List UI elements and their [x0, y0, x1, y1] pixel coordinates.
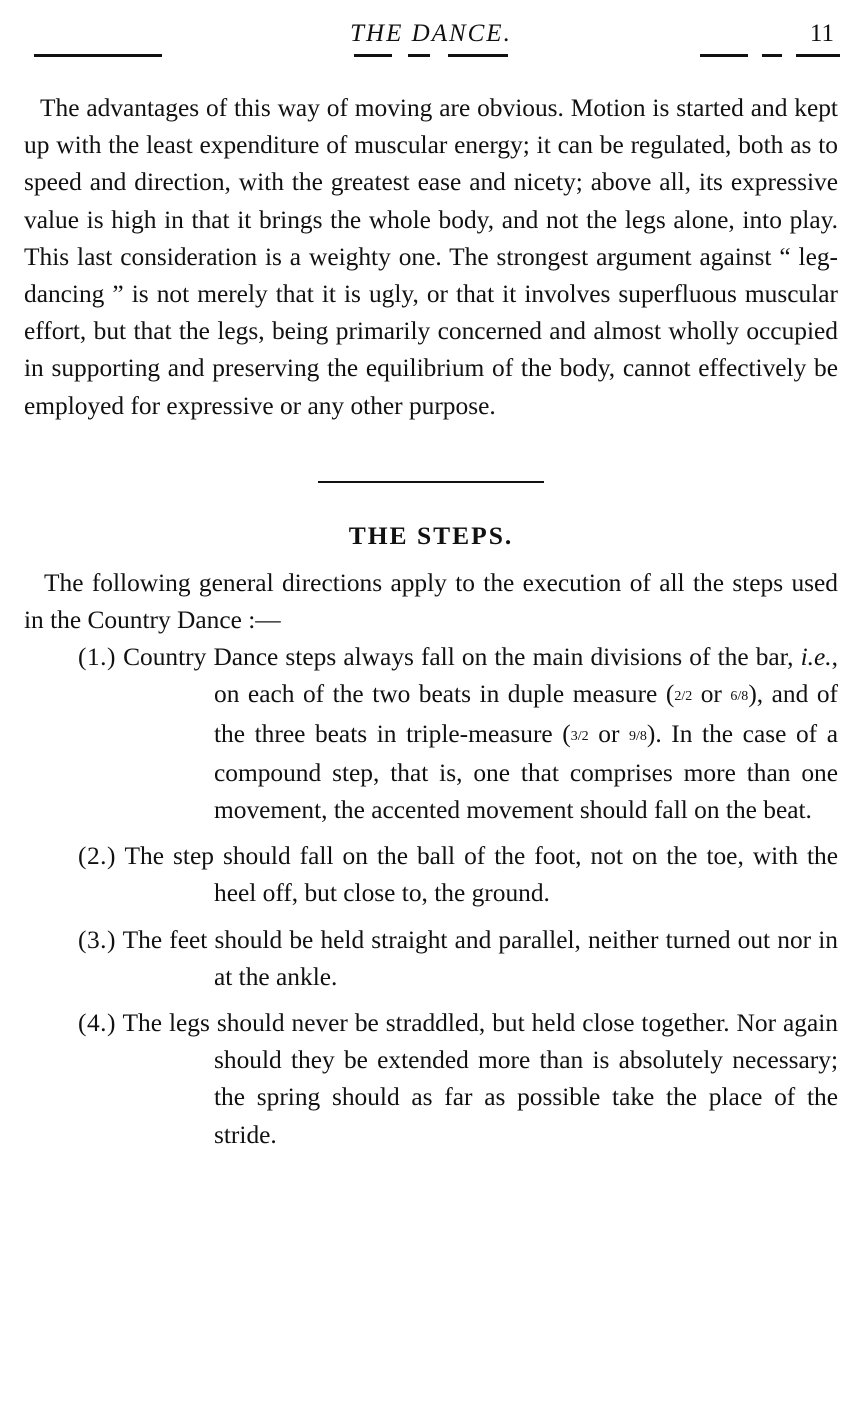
section-divider [318, 481, 544, 483]
direction-lead [78, 643, 206, 671]
direction-item-3 [24, 922, 838, 996]
direction-number: (1.) [78, 643, 116, 672]
direction-lead [78, 926, 162, 954]
direction-lead-word: The [122, 1009, 162, 1038]
direction-item-4 [24, 1005, 838, 1154]
time-signature: 2/2 [674, 689, 693, 705]
time-signature: 6/8 [730, 689, 749, 705]
direction-text: , on each of the two beats in duple measure ( [214, 643, 838, 709]
running-head [24, 14, 838, 54]
direction-text: Dance steps always fall on the main divisions of the bar, [206, 643, 801, 672]
header-rule-segment [354, 54, 392, 57]
header-rule-segment [796, 54, 840, 57]
time-signature: 9/8 [629, 728, 647, 744]
body-paragraph: The advantages of this way of moving are obvious. Motion is started and kept up with the least expenditure of muscular energy; it can be regulated, both as to speed and direction, with the greatest ease and nicety; above all, its expressive value is high in that it brings the whole body, and not the legs alone, into play. This last consideration is a weighty one. The strongest argument against “ leg-dancing ” is not merely that it is ugly, or that it involves superfluous muscular effort, but that the legs, being primarily concerned and almost wholly occupied in supporting and preserving the equilibrium of the body, cannot effectively be employed for expressive or any other purpose. [24, 94, 838, 420]
header-rule-segment [700, 54, 748, 57]
direction-number: (4.) [78, 1009, 116, 1038]
direction-number: (3.) [78, 925, 116, 954]
direction-text: or [692, 680, 731, 709]
page-number: 11 [809, 20, 834, 47]
direction-lead [78, 1009, 162, 1037]
header-rule-segment [448, 54, 508, 57]
direction-text: step should fall on the ball of the foot, not on the toe, with the heel off, but close to, the ground. [164, 842, 838, 908]
direction-lead [78, 842, 164, 870]
direction-text: ), and of the three beats in triple-measure ( [214, 680, 838, 748]
section-heading: THE STEPS. [348, 520, 514, 550]
direction-text: ). In the case of a compound step, that is, one that comprises more than one movement, the accented movement should fall on the beat. [214, 719, 838, 825]
header-rule-segment [34, 54, 162, 57]
direction-lead-word: Country [123, 643, 207, 672]
direction-lead-word: The [122, 925, 163, 954]
direction-lead-word: The [124, 842, 165, 871]
direction-text: legs should never be straddled, but held close together. Nor again should they be extended more than is absolutely necessary; the spring should as far as possible take the place of the stride. [161, 1009, 838, 1149]
direction-abbrev: i.e. [800, 643, 832, 672]
directions-list [24, 639, 838, 1154]
header-rule-segment [762, 54, 782, 57]
direction-item-2 [24, 838, 838, 912]
running-title: THE DANCE. [350, 20, 512, 47]
direction-text: or [588, 719, 630, 748]
time-signature: 3/2 [570, 728, 589, 744]
direction-item-1 [24, 639, 838, 829]
header-rule-segment [408, 54, 430, 57]
direction-text: feet should be held straight and parallel, neither turned out nor in at the ankle. [162, 925, 838, 991]
section-intro: The following general directions apply to the execution of all the steps used in the Country Dance :— [24, 568, 838, 635]
direction-number: (2.) [78, 842, 116, 871]
